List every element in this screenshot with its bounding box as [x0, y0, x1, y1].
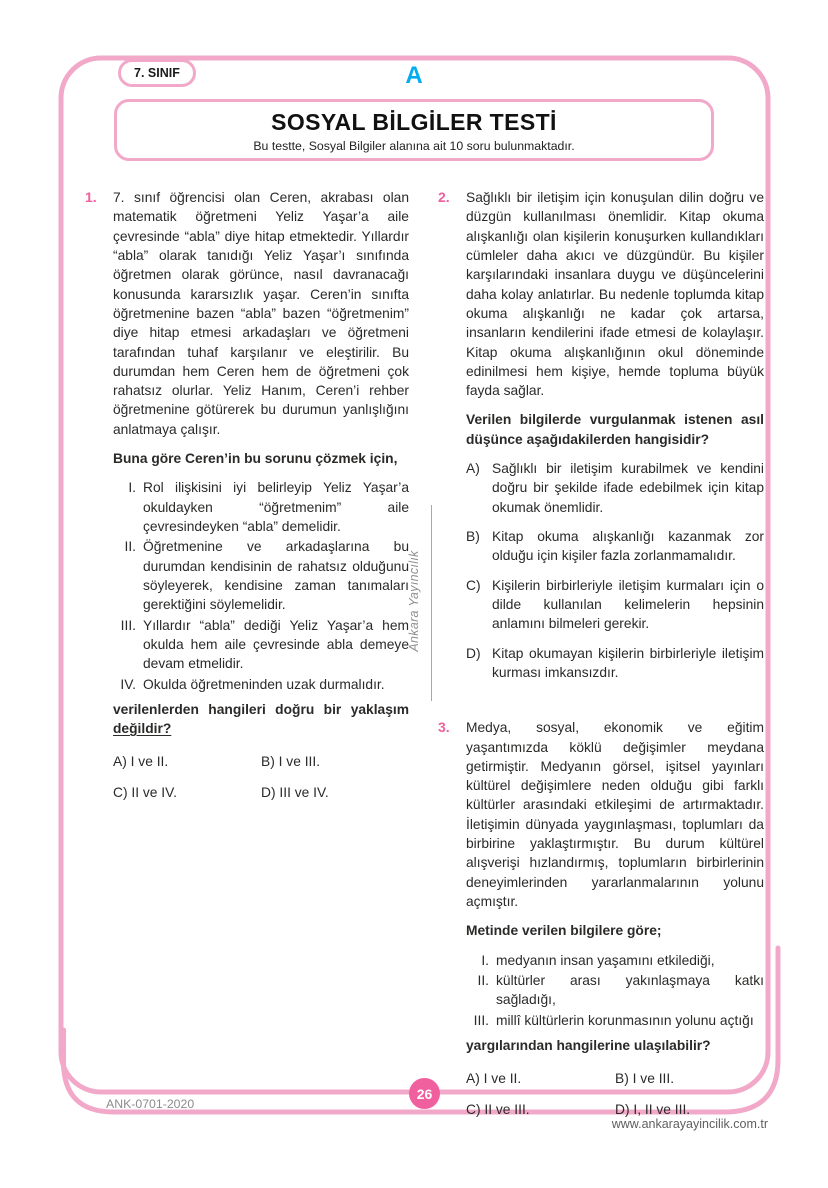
answer-options — [466, 1069, 764, 1119]
question-closing: yargılarından hangilerine ulaşılabilir? — [466, 1037, 711, 1053]
option-text: Kişilerin birbirleriyle iletişim kurmaları için o dilde kullanılan kelimelerin hepsinin anlamını bilmeleri gerekir. — [492, 577, 764, 632]
question-content — [466, 718, 764, 1119]
option-label: C) — [466, 577, 481, 593]
roman-item-text: kültürler arası yakınlaşmaya katkı sağladığı, — [496, 972, 764, 1008]
option-text: III ve IV. — [279, 784, 329, 800]
roman-item — [466, 971, 764, 1010]
roman-item-label: II. — [124, 539, 136, 555]
roman-item — [113, 537, 409, 614]
answer-option-c — [466, 1100, 615, 1119]
question-number: 2. — [438, 189, 450, 205]
question-closing — [113, 700, 409, 739]
closing-underlined-text: değildir? — [113, 721, 172, 737]
roman-item-label: III. — [120, 617, 136, 633]
answer-option-a — [466, 1069, 615, 1088]
answer-option-d — [466, 644, 764, 683]
option-text: II ve IV. — [131, 784, 177, 800]
roman-item-list — [113, 478, 409, 693]
question-number: 3. — [438, 719, 450, 736]
question-body: 7. sınıf öğrencisi olan Ceren, akrabası olan matematik öğretmeni Yeliz Yaşar’a aile çevresinde “abla” diye hitap etmektedir. Yıllardır “abla” olarak tanıdığı Yeliz Yaşar’ı sınıfında öğretmen olarak görünce, nasıl davranacağı konusunda kararsızlık yaşar. Ceren’in sınıfta öğretmenine bazen “abla” bazen “öğretmenim” diye hitap etmesi arkadaşları ve öğretmeni tarafından tuhaf karşılanır ve eleştirilir. Bu durumdan hem Ceren hem de öğretmeni çok rahatsız olurlar. Yeliz Hanım, Ceren’i rehber öğretmenine götürerek bu durumun yanlışlığını anlatmaya çalışır. — [113, 190, 409, 437]
roman-item — [466, 951, 764, 970]
roman-item-label: I. — [128, 480, 136, 496]
option-label: A) — [113, 754, 127, 770]
option-label: D) — [615, 1101, 630, 1117]
answer-option-d — [261, 783, 409, 802]
answer-option-d — [615, 1100, 764, 1119]
roman-item-text: Okulda öğretmeninden uzak durmalıdır. — [143, 676, 385, 692]
question-content — [113, 188, 409, 802]
answer-option-b — [466, 527, 764, 566]
left-column — [85, 188, 409, 802]
roman-item-text: Yıllardır “abla” dediği Yeliz Yaşar’a hem okulda hem aile çevresinde abla demeye devam etmelidir. — [143, 617, 409, 672]
roman-item-label: III. — [473, 1012, 489, 1028]
roman-item-text: medyanın insan yaşamını etkilediği, — [496, 952, 715, 968]
answer-options — [466, 459, 764, 682]
option-text: Sağlıklı bir iletişim kurabilmek ve kendini doğru bir şekilde ifade edebilmek için kitap okumak önemlidir. — [492, 461, 764, 515]
answer-options — [113, 752, 409, 802]
right-column — [438, 188, 764, 1119]
option-label: A) — [466, 1071, 480, 1087]
publisher-website: www.ankarayayincilik.com.tr — [611, 1117, 768, 1131]
answer-option-b — [261, 752, 409, 771]
option-label: D) — [466, 645, 481, 661]
option-label: A) — [466, 461, 480, 477]
roman-item-label: I. — [481, 952, 489, 968]
answer-option-c — [113, 783, 261, 802]
option-label: B) — [466, 529, 480, 544]
roman-item-label: IV. — [120, 676, 136, 692]
column-divider — [431, 505, 432, 701]
option-label: D) — [261, 784, 276, 800]
question-number: 1. — [85, 189, 97, 205]
option-text: I ve II. — [483, 1071, 522, 1087]
option-text: Kitap okumayan kişilerin birbirleriyle iletişim kurması imkansızdır. — [492, 645, 764, 680]
option-text: I ve II. — [130, 754, 169, 770]
question-stem: Verilen bilgilerde vurgulanmak istenen asıl düşünce aşağıdakilerden hangisidir? — [466, 412, 764, 447]
option-text: I ve III. — [278, 754, 321, 770]
test-title-box — [114, 99, 714, 161]
option-text: Kitap okuma alışkanlığı kazanmak zor olduğu için kişiler fazla zorlanmamalıdır. — [492, 529, 764, 564]
question-stem: Metinde verilen bilgilere göre; — [466, 923, 662, 939]
question-1 — [85, 188, 409, 802]
roman-item — [466, 1011, 764, 1030]
closing-text: verilenlerden hangileri doğru bir yaklaşım — [113, 701, 409, 717]
answer-option-b — [615, 1069, 764, 1088]
answer-option-a — [113, 752, 261, 771]
roman-item-text: millî kültürlerin korunmasının yolunu açtığı — [496, 1012, 754, 1028]
question-content — [466, 188, 764, 692]
answer-option-a — [466, 459, 764, 517]
question-3 — [438, 718, 764, 1119]
question-body: Medya, sosyal, ekonomik ve eğitim yaşantımızda köklü değişimler meydana getirmiştir. Medyanın görsel, işitsel yayınları kültürel değişimlere neden olduğu gibi farklı kültürler arasındaki etkileşimi de artırmaktadır. İletişimin dünyada yaygınlaşması, toplumları da birbirine yaklaştırmıştır. Bu durum kültürel alışverişi hızlandırmış, toplumların birbirlerinin deneyimlerinden yararlanmalarının yolunu açmıştır. — [466, 720, 764, 909]
booklet-letter: A — [405, 62, 423, 89]
test-subtitle: Bu testte, Sosyal Bilgiler alanına ait 10 soru bulunmaktadır. — [253, 139, 575, 153]
option-label: B) — [261, 754, 275, 770]
option-text: I ve III. — [632, 1071, 675, 1087]
grade-label: 7. SINIF — [118, 59, 196, 87]
page-number-badge: 26 — [409, 1078, 440, 1109]
booklet-code: ANK-0701-2020 — [106, 1097, 195, 1111]
question-body: Sağlıklı bir iletişim için konuşulan dilin doğru ve düzgün kullanılması önemlidir. Kitap okuma alışkanlığı olan kişilerin konuşurken kullandıkları cümleler daha akıcı ve düzgündür. Bu kişiler karşılarındaki insanlara duygu ve düşüncelerini daha kolay anlatırlar. Bu nedenle toplumda kitap okuma alışkanlığı ne kadar çok artarsa, insanların kendilerini ifade etmesi de kolaylaşır. Kitap okuma alışkanlığının okul döneminde edinilmesi hem kişiye, hemde topluma büyük fayda sağlar. — [466, 190, 764, 399]
roman-item-text: Rol ilişkisini iyi belirleyip Yeliz Yaşar’a okuldayken “öğretmenim” aile çevresindeyken “abla” demelidir. — [143, 480, 409, 534]
roman-item-text: Öğretmenine ve arkadaşlarına bu durumdan kendisinin de rahatsız olduğunu söyleyerek, kendisine zaman tanımaları gerektiğini söylemelidir. — [143, 539, 409, 613]
roman-item-label: II. — [477, 972, 489, 988]
roman-item — [113, 616, 409, 674]
option-text: I, II ve III. — [633, 1101, 691, 1117]
option-label: C) — [113, 784, 128, 800]
answer-option-c — [466, 576, 764, 634]
question-stem: Buna göre Ceren’in bu sorunu çözmek için, — [113, 451, 398, 467]
option-text: II ve III. — [484, 1101, 530, 1117]
publisher-watermark: Ankara Yayıncılık — [407, 550, 421, 652]
test-title: SOSYAL BİLGİLER TESTİ — [271, 109, 557, 135]
roman-item — [113, 675, 409, 694]
roman-item-list — [466, 951, 764, 1030]
roman-item — [113, 478, 409, 536]
option-label: C) — [466, 1101, 481, 1117]
question-2 — [438, 188, 764, 692]
option-label: B) — [615, 1071, 629, 1087]
